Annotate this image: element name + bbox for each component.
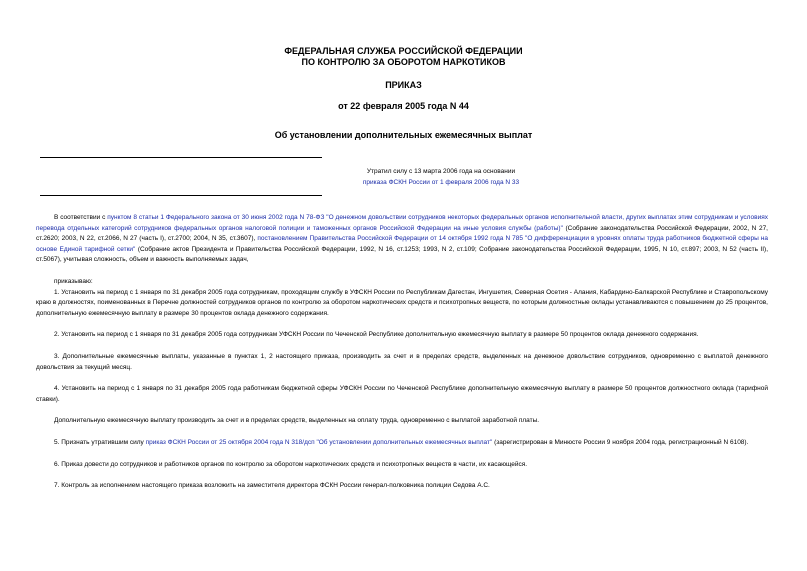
item-5 xyxy=(36,438,768,449)
status-line: Утратил силу с 13 марта 2006 года на основании xyxy=(366,168,516,175)
item-4: 4. Установить на период с 1 января по 31 декабря 2005 года работникам бюджетной сферы УФСКН России по Чеченской Республике дополнительную ежемесячную выплату в размере 50 процентов должностного оклада (тарифной ставки). xyxy=(36,385,768,403)
preamble-text-1: В соответствии с xyxy=(54,214,108,221)
order-word: приказываю: xyxy=(54,277,93,285)
resolution-link[interactable]: постановлением Правительства Российской Федерации от 14 октября 1992 года N 785 "О дифференциации в уровнях оплаты труда работников бюджетной сферы на основе Единой тарифной сетки" xyxy=(36,235,768,253)
preamble-text-3: (Собрание актов Президента и Правительства Российской Федерации, 1992, N 16, ст.1253; 1993, N 2, ст.109; Собрание законодательства Российской Федерации, 1995, N 10, ст.897; 2003, N 52 (часть II), ст.5067), учитывая сложность, объем и важность выполняемых задач, xyxy=(36,245,768,264)
revoked-order-link[interactable]: приказ ФСКН России от 25 октября 2004 года N 318/дсп "Об установлении дополнительных ежемесячных выплат" xyxy=(145,438,493,446)
doc-subject: Об установлении дополнительных ежемесячных выплат xyxy=(274,130,533,140)
org-name-line2: ПО КОНТРОЛЮ ЗА ОБОРОТОМ НАРКОТИКОВ xyxy=(301,57,506,67)
separator-top xyxy=(40,157,322,158)
item-7: 7. Контроль за исполнением настоящего приказа возложить на заместителя директора ФСКН России генерал-полковника полиции Седова А.С. xyxy=(54,482,490,490)
separator-bottom xyxy=(40,195,322,196)
preamble-text-2: (Собрание законодательства Российской Федерации, 2002, N 27, ст.2620; 2003, N 22, ст.2066, N 27 (часть I), ст.2700; 2004, N 35, ст.3607), xyxy=(36,224,768,243)
item-3: 3. Дополнительные ежемесячные выплаты, указанные в пунктах 1, 2 настоящего приказа, производить за счет и в пределах средств, выделенных на денежное довольствие сотрудников, одновременно с выплатой денежного довольствия за текущий месяц. xyxy=(36,352,768,371)
document-body xyxy=(36,213,768,492)
item-6: 6. Приказ довести до сотрудников и работников органов по контролю за оборотом наркотических средств и психотропных веществ в части, их касающейся. xyxy=(54,460,528,468)
doc-type: ПРИКАЗ xyxy=(385,80,422,90)
status-link[interactable]: приказа ФСКН России от 1 февраля 2006 года N 33 xyxy=(362,179,520,186)
status-note xyxy=(335,166,547,188)
doc-date-number: от 22 февраля 2005 года N 44 xyxy=(338,101,469,111)
law-link[interactable]: пунктом 8 статьи 1 Федерального закона от 30 июня 2002 года N 78-ФЗ "О денежном довольствии сотрудников некоторых федеральных органов исполнительной власти, других выплатах этим сотрудникам и условиях перевода отдельных категорий сотрудников федеральных органов налоговой полиции и таможенных органов Российской Федерации на иные условия службы (работы)" xyxy=(36,214,768,232)
item-5-text-1: 5. Признать утратившим силу xyxy=(54,438,146,446)
preamble-paragraph xyxy=(36,213,768,266)
item-2: 2. Установить на период с 1 января по 31 декабря 2005 года сотрудникам УФСКН России по Чеченской Республике дополнительную ежемесячную выплату в размере 50 процентов оклада денежного содержания. xyxy=(54,331,699,339)
item-5-text-2: (зарегистрирован в Минюсте России 9 ноября 2004 года, регистрационный N 6108). xyxy=(492,438,749,446)
item-4-note: Дополнительную ежемесячную выплату производить за счет и в пределах средств, выделенных на оплату труда, одновременно с выплатой заработной платы. xyxy=(54,417,540,425)
item-1: 1. Установить на период с 1 января по 31 декабря 2005 года сотрудникам, проходящим службу в УФСКН России по Республикам Дагестан, Ингушетия, Северная Осетия - Алания, Кабардино-Балкарской Республике и Ставропольскому краю в должностях, поименованных в Перечне должностей сотрудников органов по контролю за оборотом наркотических средств и психотропных веществ, по которым должностные оклады устанавливаются с повышением до 25 процентов, дополнительную ежемесячную выплату в размере 30 процентов оклада денежного содержания. xyxy=(36,288,768,317)
org-name-line1: ФЕДЕРАЛЬНАЯ СЛУЖБА РОССИЙСКОЙ ФЕДЕРАЦИИ xyxy=(284,46,523,56)
